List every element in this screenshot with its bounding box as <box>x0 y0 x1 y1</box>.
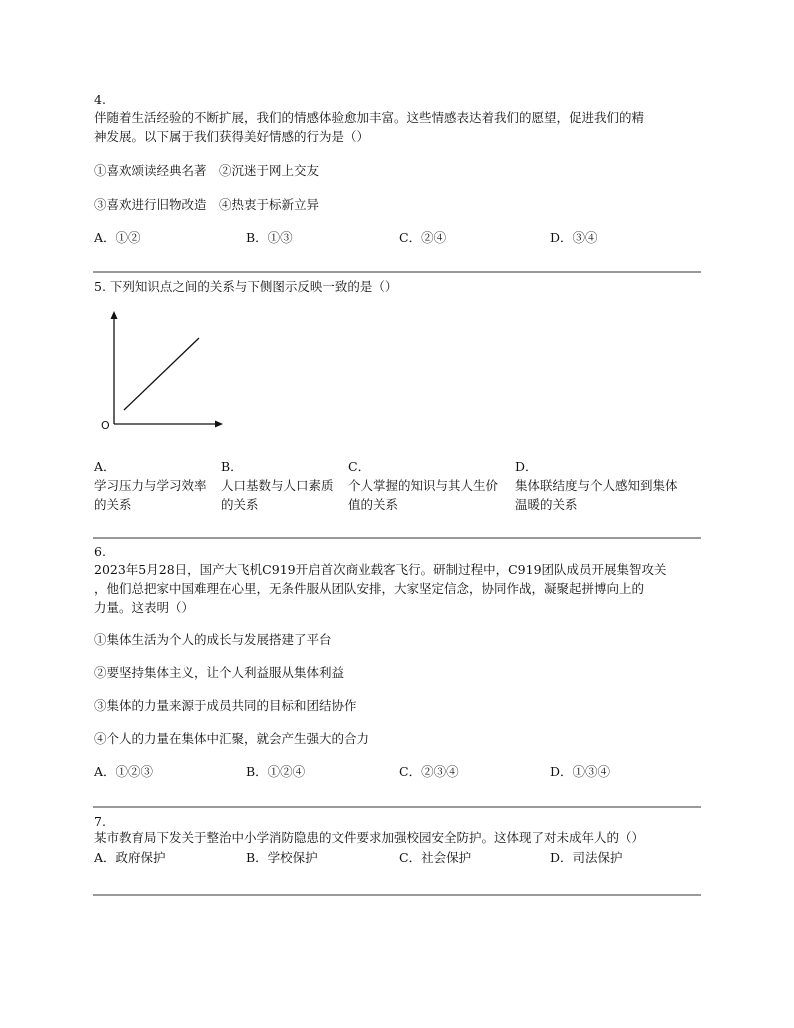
graph-origin-label: O <box>101 419 110 432</box>
q7-stem: 某市教育局下发关于整治中小学消防隐患的文件要求加强校园安全防护。这体现了对未成年人的（） <box>94 830 645 845</box>
q5-option-c-line1: 个人掌握的知识与其人生价 <box>348 478 499 493</box>
q5-stem: 5. 下列知识点之间的关系与下侧图示反映一致的是（） <box>94 279 398 294</box>
q5-line-graph <box>96 308 226 436</box>
q5-option-b-line1: 人口基数与人口素质 <box>221 478 334 493</box>
graph-x-arrow <box>215 421 223 428</box>
q7-option-b[interactable]: B．学校保护 <box>246 850 318 865</box>
q5-option-d[interactable] <box>515 457 699 514</box>
q6-stem-line1: 2023年5月28日，国产大飞机C919开启首次商业载客飞行。研制过程中，C919团队成员开展集智攻关 <box>94 562 667 577</box>
graph-rising-line <box>124 338 199 410</box>
q4-option-a[interactable]: A．①② <box>94 230 141 245</box>
q5-option-b-line2: 的关系 <box>221 497 259 512</box>
q4-stem-line1: 伴随着生活经验的不断扩展，我们的情感体验愈加丰富。这些情感表达着我们的愿望，促进我们的精 <box>94 110 645 125</box>
q6-option-a[interactable]: A．①②③ <box>94 764 154 779</box>
q5-option-d-letter: D． <box>515 459 538 474</box>
q6-stem-line3: 力量。这表明（） <box>94 600 195 615</box>
q5-option-b[interactable] <box>221 457 347 514</box>
q6-option-b[interactable]: B．①②④ <box>246 764 306 779</box>
q5-option-a[interactable] <box>94 457 218 514</box>
q5-option-d-line1: 集体联结度与个人感知到集体 <box>515 478 678 493</box>
divider <box>93 537 701 539</box>
q7-option-a[interactable]: A．政府保护 <box>94 850 166 865</box>
divider <box>93 806 701 808</box>
q5-option-c[interactable] <box>348 457 513 514</box>
q5-option-c-line2: 值的关系 <box>348 497 399 512</box>
q6-statement-4: ④个人的力量在集体中汇聚，就会产生强大的合力 <box>94 731 370 746</box>
q5-option-c-letter: C． <box>348 459 371 474</box>
q6-option-d[interactable]: D．①③④ <box>550 764 611 779</box>
q6-statement-1: ①集体生活为个人的成长与发展搭建了平台 <box>94 632 332 647</box>
graph-y-arrow <box>111 311 118 319</box>
q5-option-b-letter: B． <box>221 459 243 474</box>
q6-statement-3: ③集体的力量来源于成员共同的目标和团结协作 <box>94 698 357 713</box>
q7-number: 7. <box>94 814 106 829</box>
q5-option-a-line2: 的关系 <box>94 497 132 512</box>
q7-option-d[interactable]: D．司法保护 <box>550 850 623 865</box>
q4-option-d[interactable]: D．③④ <box>550 230 598 245</box>
q6-number: 6. <box>94 544 106 559</box>
q4-statement-2: ③喜欢进行旧物改造 ④热衷于标新立异 <box>94 197 320 212</box>
q4-option-c[interactable]: C．②④ <box>399 230 447 245</box>
q4-statement-1: ①喜欢颂读经典名著 ②沉迷于网上交友 <box>94 163 320 178</box>
q5-option-a-line1: 学习压力与学习效率 <box>94 478 207 493</box>
q6-option-c[interactable]: C．②③④ <box>399 764 459 779</box>
q5-option-a-letter: A． <box>94 459 116 474</box>
q4-number: 4. <box>94 92 106 107</box>
q6-stem-line2: ，他们总把家中国难理在心里，无条件服从团队安排，大家坚定信念，协同作战，凝聚起拼博向上的 <box>94 581 645 596</box>
q4-option-b[interactable]: B．①③ <box>246 230 293 245</box>
q6-statement-2: ②要坚持集体主义，让个人利益服从集体利益 <box>94 665 345 680</box>
q4-stem-line2: 神发展。以下属于我们获得美好情感的行为是（） <box>94 129 370 144</box>
q7-option-c[interactable]: C．社会保护 <box>399 850 472 865</box>
divider <box>93 271 701 273</box>
divider <box>93 894 701 896</box>
q5-option-d-line2: 温暖的关系 <box>515 497 578 512</box>
